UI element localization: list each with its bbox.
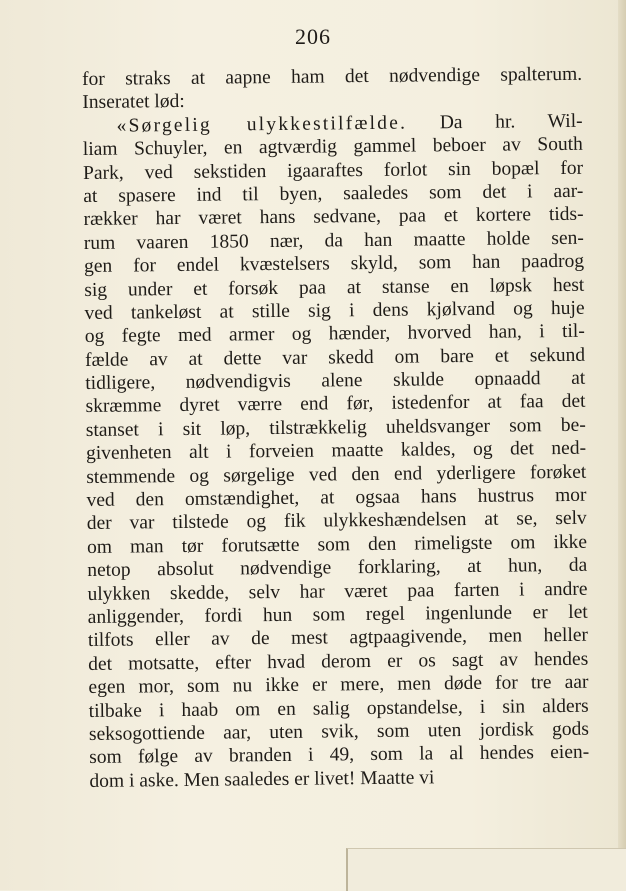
text-line: om man tør forutsætte som den rimeligste om ikke — [86, 531, 588, 558]
text-line: Inseratet lød: — [82, 91, 185, 114]
text-line: som følge av branden i 49, som la al hendes eien- — [89, 742, 590, 769]
page-edge — [618, 0, 626, 890]
text-line: ved den omstændighet, at ogsaa hans hustrus mor — [86, 484, 587, 512]
text-line: skræmme dyret værre end før, istedenfor at faa det — [85, 391, 586, 418]
text-line: gen for endel kvæstelsers skyld, som han paadrog — [83, 250, 585, 278]
text-line: sig under et forsøk paa at stanse en løpsk hest — [84, 274, 585, 301]
text-line: og fegte med armer og hænder, hvorved han, i til- — [84, 321, 585, 348]
text-line-content — [116, 111, 582, 137]
spaced-heading-words: «Sørgelig ulykkestilfælde. — [116, 112, 408, 137]
text-line: givenheten alt i forveien maatte kaldes, og det ned- — [85, 437, 587, 465]
text-line: Park, ved sekstiden igaaraftes forlot sin bopæl for — [82, 157, 584, 184]
text-line: seksogottiende aar, uten svik, som uten jordisk gods — [88, 718, 590, 745]
text-line: tilbake i haab om en salig opstandelse, i sin alders — [88, 695, 589, 722]
text-line: der var tilstede og fik ulykkeshændelsen at se, selv — [86, 508, 587, 535]
text-line: dom i aske. Men saaledes er livet! Maatte vi — [89, 767, 435, 792]
text-line: anliggender, fordi hun som regel ingenlunde er let — [87, 601, 588, 628]
text-line: tidligere, nødvendigvis alene skulde opnaadd at — [85, 367, 586, 395]
text-line: stanset i sit løp, tilstrækkelig uheldsvanger som be- — [85, 414, 586, 441]
text-line: fælde av at dette var skedd om bare et sekund — [84, 344, 586, 371]
page-number: 206 — [295, 24, 331, 49]
text-line: rum vaaren 1850 nær, da han maatte holde sen- — [83, 227, 584, 254]
text-line: ved tankeløst at stille sig i dens kjølvand og huje — [84, 297, 585, 324]
text-line: tilfots eller av de mest agtpaagivende, men heller — [87, 625, 589, 652]
text-line: for straks at aapne ham det nødvendige spalterum. — [82, 63, 583, 90]
body-text — [82, 63, 590, 793]
text-line: at spasere ind til byen, saaledes som det i aar- — [83, 180, 584, 207]
text-line: stemmende og sørgelige ved den end yderligere forøket — [86, 461, 587, 488]
text-line: det motsatte, efter hvad derom er os sagt av hendes — [88, 648, 589, 675]
text-line: ulykken skedde, selv har været paa farten i andre — [87, 578, 588, 605]
heading-rest: Da hr. Wil- — [406, 110, 583, 134]
text-line: rækker har været hans sedvane, paa et kortere tids- — [83, 204, 584, 231]
text-line: egen mor, som nu ikke er mere, men døde for tre aar — [88, 671, 589, 699]
text-line: netop absolut nødvendige forklaring, at hun, da — [87, 554, 588, 582]
text-line: liam Schuyler, en agtværdig gammel beboer av South — [82, 133, 583, 161]
inserted-slip — [346, 848, 626, 891]
